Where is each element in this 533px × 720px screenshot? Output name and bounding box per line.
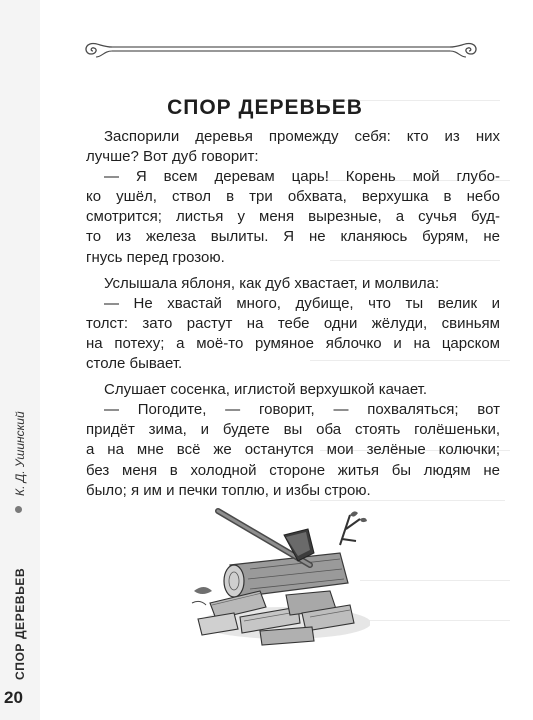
firewood-axe-illustration	[190, 495, 370, 647]
text-line: гнусь перед грозою.	[86, 248, 225, 266]
paragraph	[86, 380, 500, 400]
text-line: без меня в холодной стороне житья бы людям не	[86, 461, 500, 479]
text-line: — Не хвастай много, дубище, что ты велик и	[104, 294, 500, 312]
page-number: 20	[4, 688, 23, 707]
text-line: ко ушёл, ствол в три обхвата, верхушка в небо	[86, 188, 500, 206]
paragraph	[86, 127, 500, 167]
text-line: придёт зима, и будете вы оба стоять голёшеньки,	[86, 421, 500, 439]
text-line: — Я всем деревам царь! Корень мой глубо-	[104, 168, 500, 186]
text-line: было; я им и печки топлю, и избы строю.	[86, 481, 371, 499]
text-line: Услышала яблоня, как дуб хвастает, и молвила:	[104, 274, 440, 292]
running-author: К. Д. Ушинский	[13, 411, 27, 496]
text-line: лучше? Вот дуб говорит:	[86, 148, 259, 166]
text-line: толст: зато растут на тебе одни жёлуди, свиньям	[86, 314, 500, 332]
story-text	[86, 127, 500, 501]
page-spine-strip	[0, 0, 40, 720]
paragraph	[86, 400, 500, 500]
text-line: Слушает сосенка, иглистой верхушкой качает.	[104, 381, 428, 399]
paragraph	[86, 274, 500, 294]
text-line: то из железа вылиты. Я не кланяюсь бурям, не	[86, 228, 500, 246]
text-line: — Погодите, — говорит, — похваляться; вот	[104, 401, 500, 419]
paragraph	[86, 294, 500, 374]
story-title: СПОР ДЕРЕВЬЕВ	[167, 96, 363, 119]
text-line: на потеху; а моё-то румяное яблочко и на царском	[86, 334, 500, 352]
header-ornament	[82, 38, 480, 62]
paragraph	[86, 167, 500, 267]
running-title: СПОР ДЕРЕВЬЕВ	[13, 567, 27, 680]
text-line: Заспорили деревья промежду себя: кто из них	[104, 128, 500, 145]
text-line: а на мне всё же останутся мои зелёные колючки;	[86, 441, 500, 459]
text-line: смотрится; листья у меня вырезные, а сучья буд-	[86, 208, 500, 226]
text-line: столе бывает.	[86, 355, 183, 373]
separator-dot-icon	[15, 506, 22, 513]
